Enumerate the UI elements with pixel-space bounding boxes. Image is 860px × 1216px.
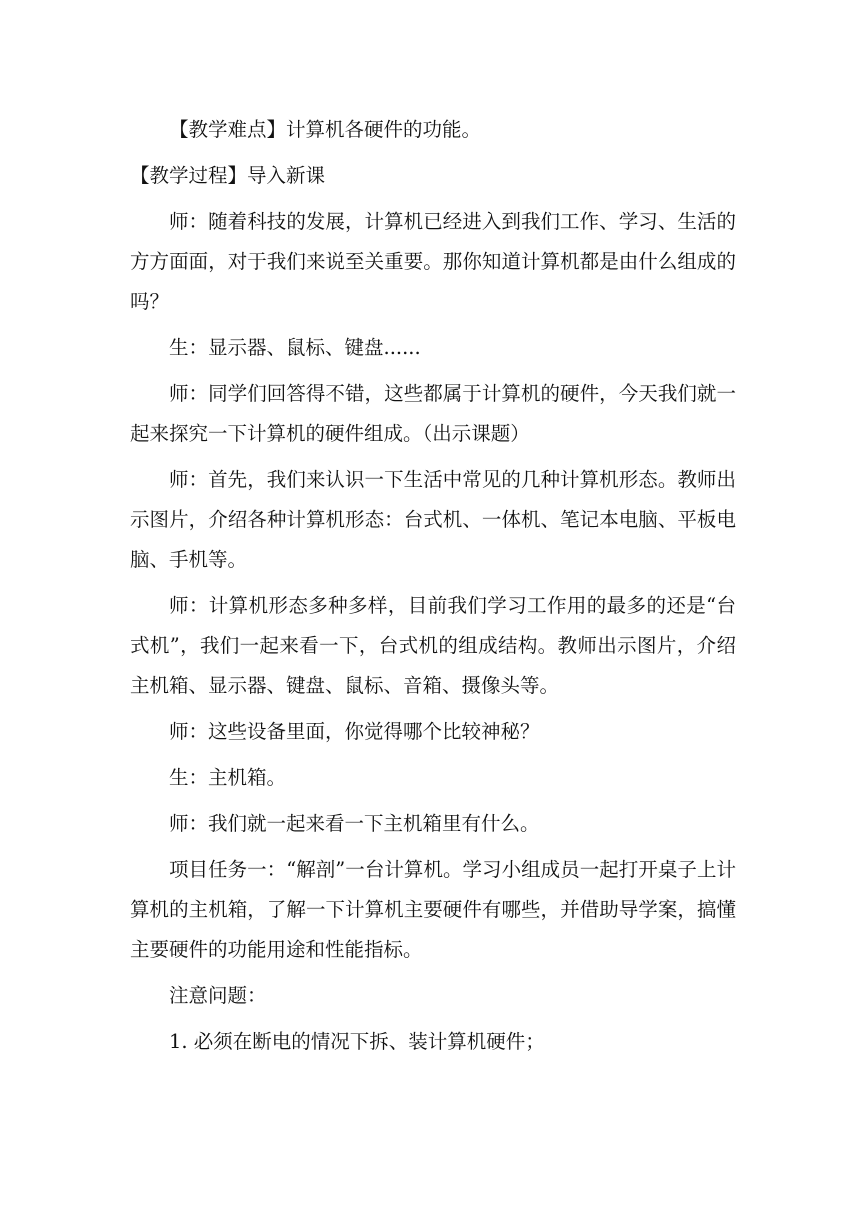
paragraph-project-task: 项目任务一：“解剖”一台计算机。学习小组成员一起打开桌子上计算机的主机箱，了解一下计算机主要硬件有哪些，并借助导学案，搞懂主要硬件的功能用途和性能指标。	[130, 858, 736, 961]
document-body	[130, 110, 736, 1068]
paragraph: 师：首先，我们来认识一下生活中常见的几种计算机形态。教师出示图片，介绍各种计算机形态：台式机、一体机、笔记本电脑、平板电脑、手机等。	[130, 468, 736, 571]
paragraph: 生：显示器、鼠标、键盘......	[169, 336, 421, 359]
paragraph-teaching-process: 【教学过程】导入新课	[130, 164, 326, 187]
paragraph-note-item: 1. 必须在断电的情况下拆、装计算机硬件；	[169, 1030, 545, 1053]
paragraph: 师：我们就一起来看一下主机箱里有什么。	[169, 812, 540, 835]
paragraph: 生：主机箱。	[169, 766, 287, 789]
paragraph: 师：计算机形态多种多样，目前我们学习工作用的最多的还是“台式机”，我们一起来看一下，台式机的组成结构。教师出示图片，介绍主机箱、显示器、键盘、鼠标、音箱、摄像头等。	[130, 594, 736, 697]
paragraph: 师：这些设备里面，你觉得哪个比较神秘？	[169, 720, 540, 743]
paragraph: 师：随着科技的发展，计算机已经进入到我们工作、学习、生活的方方面面，对于我们来说至关重要。那你知道计算机都是由什么组成的吗？	[130, 210, 736, 313]
paragraph-notes-heading: 注意问题：	[169, 984, 267, 1007]
paragraph: 师：同学们回答得不错，这些都属于计算机的硬件，今天我们就一起来探究一下计算机的硬件组成。（出示课题）	[130, 382, 736, 445]
paragraph-teaching-difficulty: 【教学难点】计算机各硬件的功能。	[169, 118, 482, 141]
